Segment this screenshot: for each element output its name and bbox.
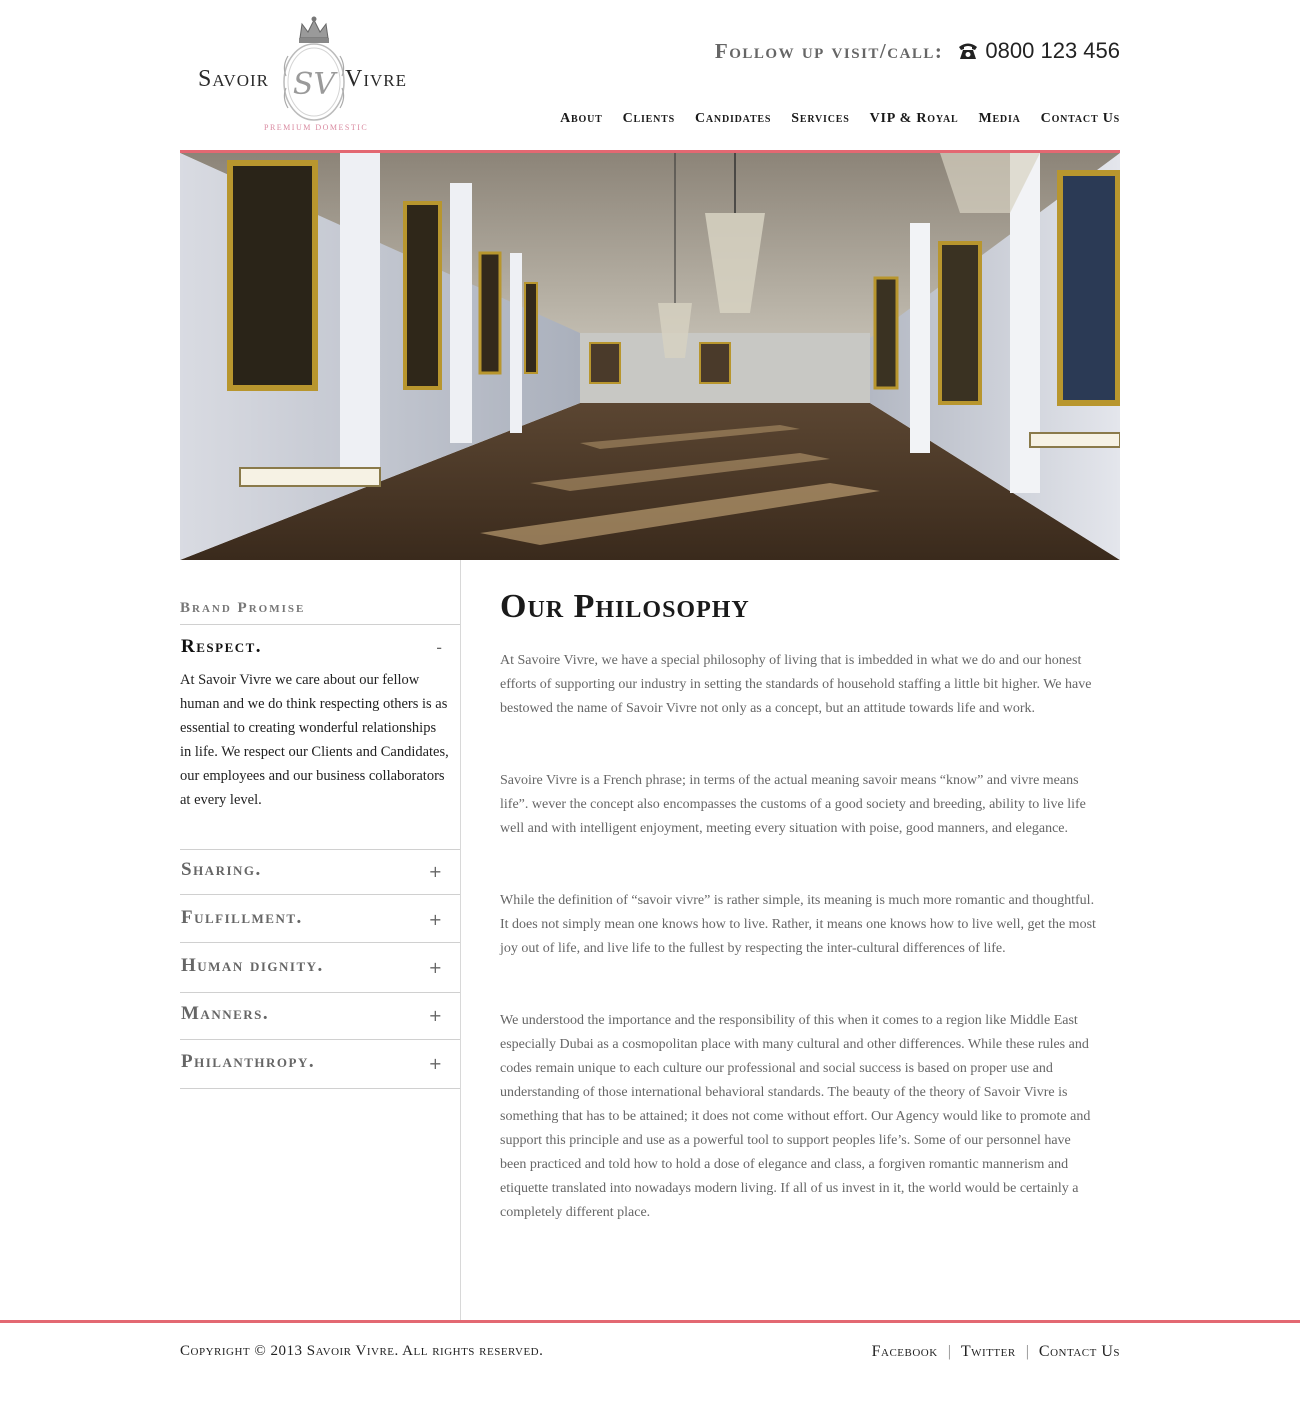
footer-link-twitter[interactable]: Twitter <box>960 1343 1016 1360</box>
contact-callout <box>715 38 1120 64</box>
sidebar-divider <box>180 1088 460 1089</box>
collapse-icon[interactable]: - <box>436 638 442 657</box>
footer-link-contact-us[interactable]: Contact Us <box>1038 1343 1120 1360</box>
sidebar-divider <box>180 942 460 943</box>
site-header <box>180 0 1120 150</box>
main-nav <box>560 111 1120 127</box>
nav-candidates[interactable]: Candidates <box>694 111 772 126</box>
sidebar-divider <box>180 894 460 895</box>
footer-separator: | <box>947 1343 951 1360</box>
logo-tagline: PREMIUM DOMESTIC <box>264 123 369 132</box>
expand-icon[interactable]: + <box>428 910 442 929</box>
hero-banner <box>180 150 1120 560</box>
accordion-title[interactable]: Sharing. <box>181 859 262 880</box>
copyright-text: Copyright © 2013 Savoir Vivre. All rights reserved. <box>180 1343 544 1359</box>
sidebar-heading: Brand Promise <box>180 600 306 616</box>
logo-word-right: Vivre <box>345 66 407 92</box>
footer-links <box>872 1343 1120 1361</box>
nav-about[interactable]: About <box>560 111 603 126</box>
logo-word-left: Savoir <box>198 66 269 92</box>
expand-icon[interactable]: + <box>428 862 442 881</box>
footer-separator: | <box>1025 1343 1029 1360</box>
article-paragraph: We understood the importance and the responsibility of this when it comes to a region like Middle East especially Dubai as a cosmopolitan place with many cultural and other differences. While these rules and codes remain unique to each culture our professional and social success is based on proper use and understanding of those international behavioral standards. The beauty of the theory of Savoir Vivre is something that has to be attained; it does not come without effort. Our Agency would like to promote and support this principle and use as a powerful tool to support peoples life’s. Some of our personnel have been practiced and told how to hold a dose of elegance and class, a forgiven romantic mannerism and etiquette translated into nowadays modern living. If all of us invest in it, the world would be certainly a completely different place. <box>500 1013 1091 1220</box>
sidebar-divider <box>180 1039 460 1040</box>
brand-logo[interactable] <box>198 16 413 136</box>
callout-label: Follow up visit/call: <box>714 38 944 63</box>
telephone-icon <box>957 41 979 61</box>
content-area <box>180 560 1120 1320</box>
sidebar-divider <box>180 849 460 850</box>
nav-clients[interactable]: Clients <box>622 111 675 126</box>
column-divider <box>460 560 461 1320</box>
expand-icon[interactable]: + <box>428 1054 442 1073</box>
accordion-title[interactable]: Fulfillment. <box>181 907 303 928</box>
phone-number[interactable]: 0800 123 456 <box>985 38 1120 63</box>
page-title: Our Philosophy <box>500 588 750 625</box>
accordion-title[interactable]: Philanthropy. <box>181 1051 316 1072</box>
site-footer <box>180 1323 1120 1403</box>
nav-contact-us[interactable]: Contact Us <box>1040 111 1120 126</box>
nav-services[interactable]: Services <box>791 111 850 126</box>
accordion-title[interactable]: Respect. <box>181 636 263 657</box>
footer-link-facebook[interactable]: Facebook <box>871 1343 938 1360</box>
article-paragraph: At Savoire Vivre, we have a special philosophy of living that is imbedded in what we do and our honest efforts of supporting our industry in setting the standards of household staffing a little bit higher. We have bestowed the name of Savoir Vivre not only as a concept, but an attitude towards life and work. <box>500 653 1092 716</box>
accordion-title[interactable]: Human dignity. <box>181 955 324 976</box>
expand-icon[interactable]: + <box>428 1006 442 1025</box>
expand-icon[interactable]: + <box>428 958 442 977</box>
article-paragraph: Savoire Vivre is a French phrase; in terms of the actual meaning savoir means “know” and vivre means life”. wever the concept also encompasses the customs of a good society and breeding, ability to live life well and with intelligent enjoyment, meeting every situation with poise, good manners, and elegance. <box>500 773 1086 836</box>
accordion-body: At Savoir Vivre we care about our fellow human and we do think respecting others is as essential to creating wonderful relationships in life. We respect our Clients and Candidates, our employees and our business collaborators at every level. <box>180 672 449 808</box>
logo-monogram: SV <box>292 67 336 102</box>
accordion-title[interactable]: Manners. <box>181 1003 270 1024</box>
hero-gallery-image <box>180 153 1120 560</box>
crown-monogram-icon <box>278 16 350 126</box>
sidebar-divider <box>180 992 460 993</box>
article-paragraph: While the definition of “savoir vivre” is rather simple, its meaning is much more romantic and thoughtful. It does not simply mean one knows how to live. Rather, it means one knows how to live well, get the most joy out of life, and live life to the fullest by respecting the inter-cultural differences of life. <box>500 893 1096 956</box>
nav-vip-royal[interactable]: VIP & Royal <box>869 111 959 126</box>
nav-media[interactable]: Media <box>978 111 1021 126</box>
sidebar-divider <box>180 624 460 625</box>
